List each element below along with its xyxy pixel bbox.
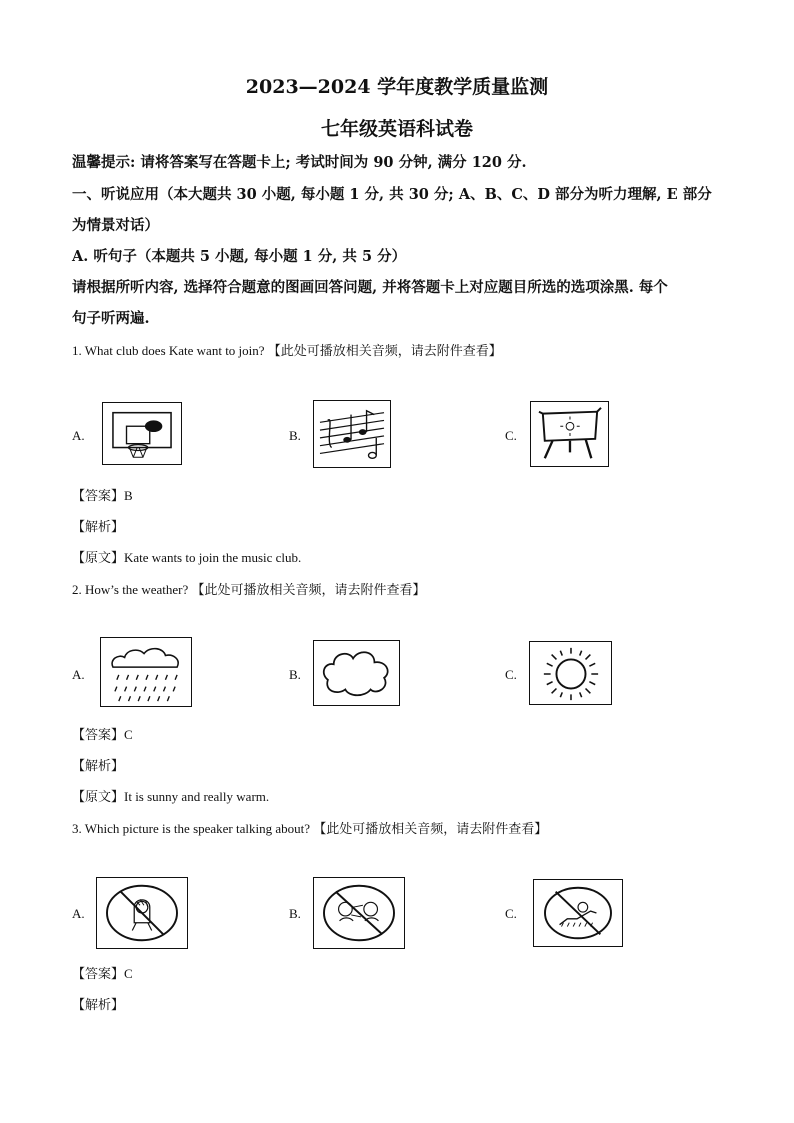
part-a-heading: A. 听句子（本题共 5 小题, 每小题 1 分, 共 5 分） xyxy=(72,248,407,265)
no-lying-on-grass-sign-icon xyxy=(533,879,623,947)
q2-original: 【原文】It is sunny and really warm. xyxy=(72,789,270,804)
instruction-line1: 请根据所听内容, 选择符合题意的图画回答问题, 并将答题卡上对应题目所选的选项涂黑. 每个 xyxy=(72,279,668,296)
q1-answer: 【答案】B xyxy=(72,488,133,503)
q2-option-c-label: C. xyxy=(505,667,517,682)
q3-option-b-label: B. xyxy=(289,906,301,921)
sun-icon xyxy=(529,641,612,705)
exam-subtitle: 七年级英语科试卷 xyxy=(320,118,473,140)
q3-answer: 【答案】C xyxy=(72,966,133,981)
q1-option-b-label: B. xyxy=(289,428,301,443)
no-fighting-sign-icon xyxy=(313,877,405,949)
q3-option-c-label: C. xyxy=(505,906,517,921)
question-3-text: 3. Which picture is the speaker talking about? 【此处可播放相关音频，请去附件查看】 xyxy=(72,821,548,836)
basketball-hoop-icon xyxy=(102,402,182,465)
easel-painting-icon xyxy=(530,401,609,467)
section-heading-line2: 为情景对话） xyxy=(72,217,159,234)
q1-analysis: 【解析】 xyxy=(72,519,125,534)
q3-option-a-label: A. xyxy=(72,906,85,921)
q1-option-a-label: A. xyxy=(72,428,85,443)
no-eating-sign-icon xyxy=(96,877,188,949)
question-2-text: 2. How’s the weather? 【此处可播放相关音频，请去附件查看】 xyxy=(72,582,426,597)
q2-option-a-label: A. xyxy=(72,667,85,682)
rain-cloud-icon xyxy=(100,637,192,707)
section-heading-line1: 一、听说应用（本大题共 30 小题, 每小题 1 分, 共 30 分; A、B、C、D 部分为听力理解, E 部分 xyxy=(72,186,712,203)
q2-analysis: 【解析】 xyxy=(72,758,125,773)
q1-original: 【原文】Kate wants to join the music club. xyxy=(72,550,302,565)
tip-text: 温馨提示: 请将答案写在答题卡上; 考试时间为 90 分钟, 满分 120 分. xyxy=(72,154,527,171)
cloud-icon xyxy=(313,640,400,706)
q2-answer: 【答案】C xyxy=(72,727,133,742)
exam-title: 2023—2024 学年度教学质量监测 xyxy=(245,76,549,98)
q2-option-b-label: B. xyxy=(289,667,301,682)
music-notes-icon xyxy=(313,400,391,468)
question-1-text: 1. What club does Kate want to join? 【此处可播放相关音频，请去附件查看】 xyxy=(72,343,502,358)
q1-option-c-label: C. xyxy=(505,428,517,443)
q3-analysis: 【解析】 xyxy=(72,997,125,1012)
instruction-line2: 句子听两遍. xyxy=(72,310,150,327)
